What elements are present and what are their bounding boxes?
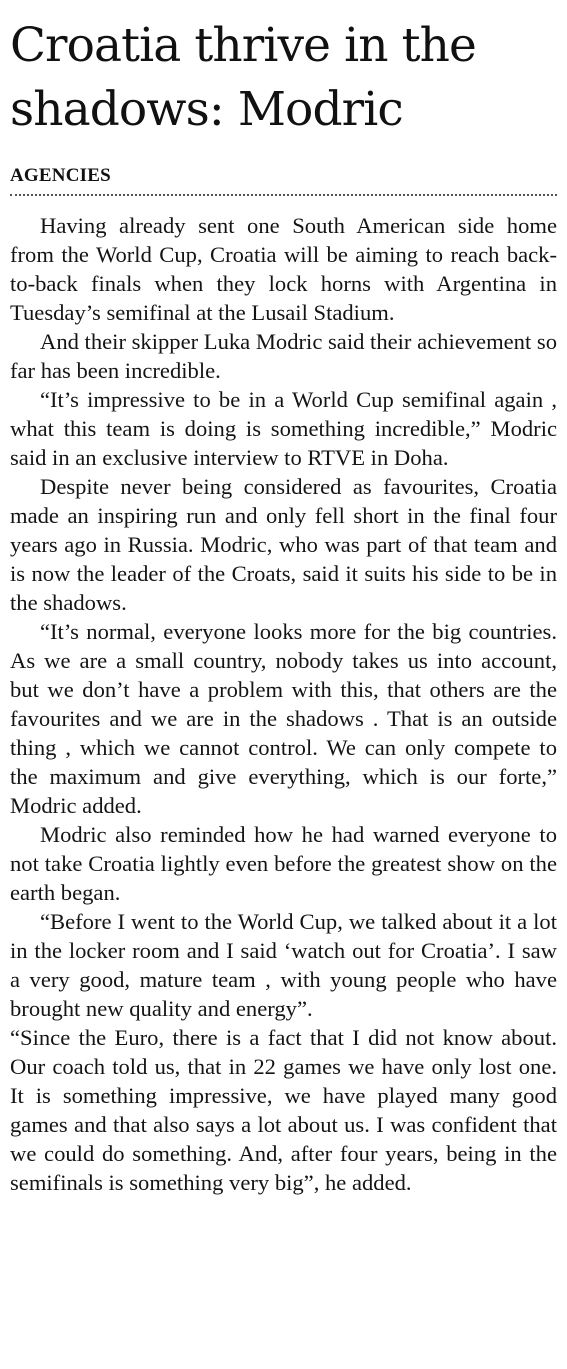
dotted-divider: [10, 194, 557, 196]
article-body: [10, 211, 557, 1197]
paragraph: Modric also reminded how he had warned everyone to not take Croatia lightly even before the greatest show on the earth began.: [10, 822, 557, 905]
paragraph: “It’s normal, everyone looks more for the big countries. As we are a small country, nobody takes us into account, but we don’t have a problem with this, that others are the favourites and we are in the shadows . That is an outside thing , which we cannot control. We can only compete to the maximum and give everything, which is our forte,” Modric added.: [10, 619, 557, 818]
headline: Croatia thrive in the shadows: Modric: [10, 18, 476, 137]
byline: AGENCIES: [10, 165, 111, 186]
paragraph: “It’s impressive to be in a World Cup semifinal again , what this team is doing is something incredible,” Modric said in an exclusive interview to RTVE in Doha.: [10, 387, 557, 470]
paragraph: And their skipper Luka Modric said their achievement so far has been incredible.: [10, 329, 557, 383]
paragraph: Having already sent one South American side home from the World Cup, Croatia will be aiming to reach back-to-back finals when they lock horns with Argentina in Tuesday’s semifinal at the Lusail Stadium.: [10, 213, 557, 325]
paragraph: “Since the Euro, there is a fact that I did not know about. Our coach told us, that in 22 games we have only lost one. It is something impressive, we have played many good games and that also says a lot about us. I was confident that we could do something. And, after four years, being in the semifinals is something very big”, he added.: [10, 1025, 557, 1195]
paragraph: Despite never being considered as favourites, Croatia made an inspiring run and only fell short in the final four years ago in Russia. Modric, who was part of that team and is now the leader of the Croats, said it suits his side to be in the shadows.: [10, 474, 557, 615]
paragraph: “Before I went to the World Cup, we talked about it a lot in the locker room and I said ‘watch out for Croatia’. I saw a very good, mature team , with young people who have brought new quality and energy”.: [10, 909, 557, 1021]
